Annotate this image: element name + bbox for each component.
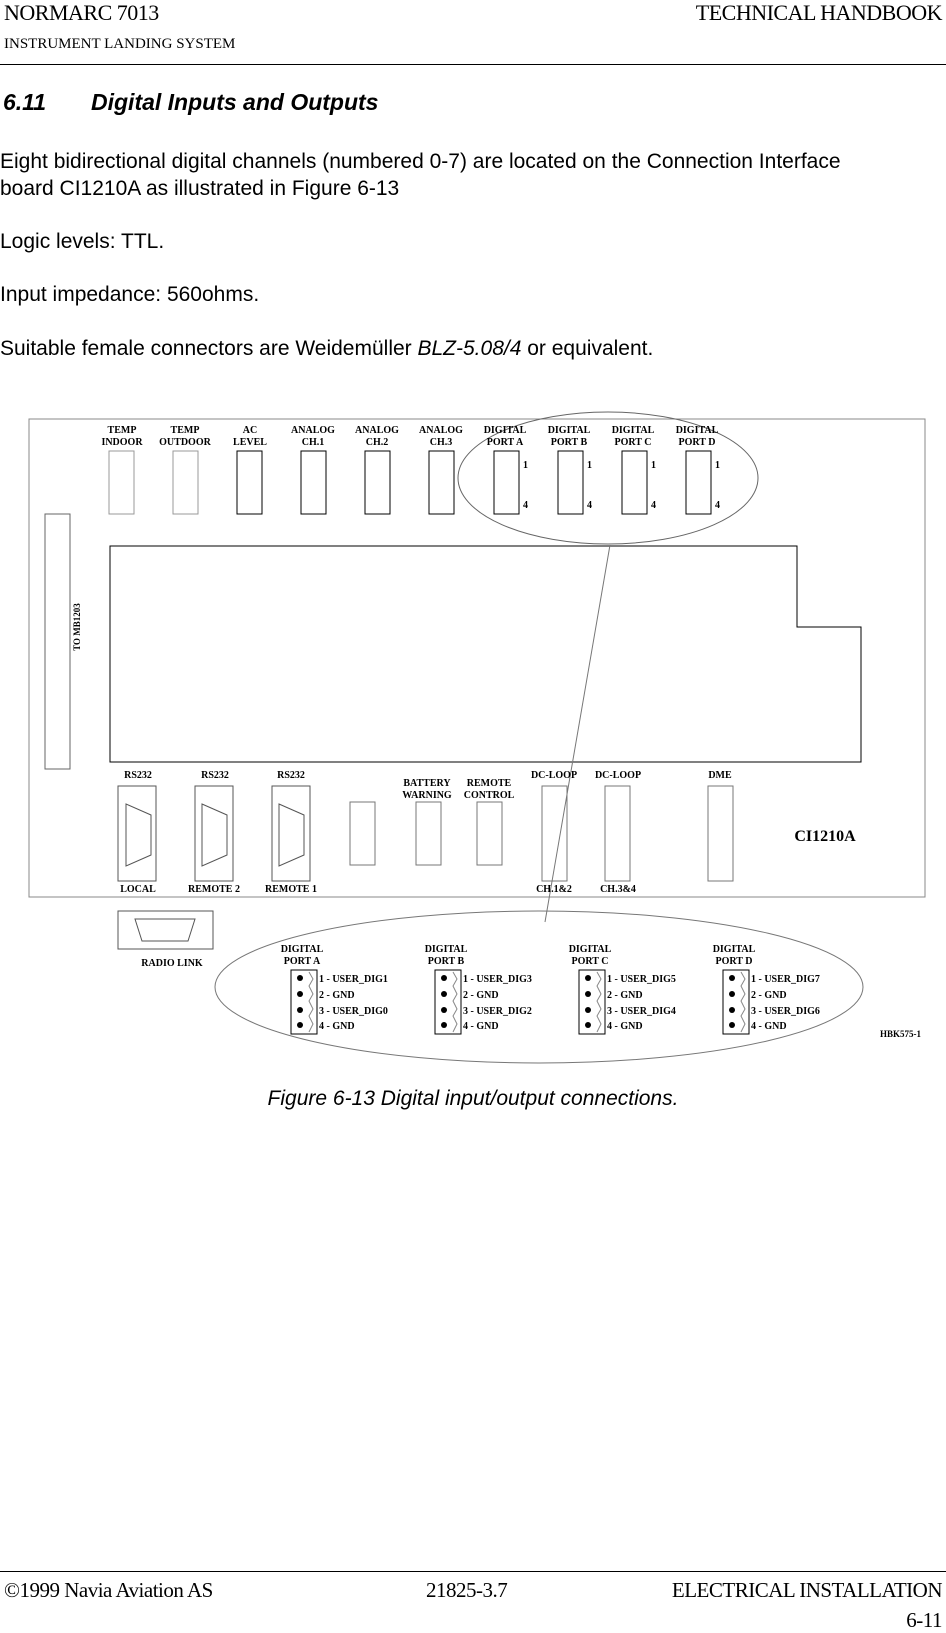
digital-port-b-connector (558, 451, 583, 514)
paragraph-impedance: Input impedance: 560ohms. (0, 283, 260, 306)
paragraph-connectors (0, 335, 940, 362)
section-title: Digital Inputs and Outputs (91, 89, 379, 115)
port-c-pin-4: 4 - GND (607, 1021, 643, 1032)
label-local: LOCAL (120, 884, 156, 895)
detail-port-c-connector (579, 970, 605, 1034)
port-d-pin-2: 2 - GND (751, 990, 787, 1001)
paragraph-logic-levels: Logic levels: TTL. (0, 230, 165, 253)
port-a-pin-first: 1 (523, 460, 528, 471)
digital-ports-detail-ellipse (215, 911, 863, 1063)
figure-caption: Figure 6-13 Digital input/output connections. (267, 1087, 679, 1110)
digital-port-c-connector (622, 451, 647, 514)
header-rule (0, 64, 946, 65)
port-b-pin-1: 1 - USER_DIG3 (463, 974, 532, 985)
port-c-pin-last: 4 (651, 500, 656, 511)
rs232-local-connector (118, 786, 156, 881)
rs232-remote1-connector (272, 786, 310, 881)
port-b-pin-2: 2 - GND (463, 990, 499, 1001)
label-dc-loop-a: DC-LOOP (530, 770, 578, 781)
detail-leader-line (545, 545, 610, 922)
label-analog-ch1-l1: ANALOG (291, 425, 335, 436)
detail-port-d-connector (723, 970, 749, 1034)
board-name-label: CI1210A (794, 828, 856, 845)
header-system: INSTRUMENT LANDING SYSTEM (4, 36, 236, 52)
detail-port-c-l2: PORT C (571, 956, 609, 967)
label-digital-port-b-l2: PORT B (550, 437, 588, 448)
digital-port-a-connector (494, 451, 519, 514)
label-to-mb1203: TO MB1203 (72, 603, 82, 651)
label-digital-port-b-l1: DIGITAL (547, 425, 591, 436)
port-b-pin-4: 4 - GND (463, 1021, 499, 1032)
analog-ch3-connector (429, 451, 454, 514)
port-c-pin-3: 3 - USER_DIG4 (607, 1006, 676, 1017)
label-digital-port-a-l2: PORT A (486, 437, 524, 448)
port-b-pin-last: 4 (587, 500, 592, 511)
digital-port-d-connector (686, 451, 711, 514)
port-a-pin-last: 4 (523, 500, 528, 511)
port-a-pin-3: 3 - USER_DIG0 (319, 1006, 388, 1017)
paragraph-intro (0, 148, 940, 202)
label-battery-l2: WARNING (402, 790, 452, 801)
label-analog-ch2-l2: CH.2 (365, 437, 389, 448)
radio-link-connector (118, 911, 213, 949)
footer-doc-number: 21825-3.7 (426, 1578, 508, 1602)
port-a-pin-4: 4 - GND (319, 1021, 355, 1032)
footer-page-number: 6-11 (906, 1608, 942, 1632)
detail-port-b-l2: PORT B (427, 956, 465, 967)
port-a-pin-2: 2 - GND (319, 990, 355, 1001)
label-ac-level-l1: AC (242, 425, 258, 436)
label-analog-ch3-l1: ANALOG (419, 425, 463, 436)
label-digital-port-c-l2: PORT C (614, 437, 652, 448)
label-temp-outdoor-l1: TEMP (170, 425, 200, 436)
analog-ch1-connector (301, 451, 326, 514)
connector-part-number: BLZ-5.08/4 (417, 337, 522, 360)
label-digital-port-d-l1: DIGITAL (675, 425, 719, 436)
label-analog-ch2-l1: ANALOG (355, 425, 399, 436)
label-temp-indoor-l1: TEMP (107, 425, 137, 436)
rs232-remote2-connector (195, 786, 233, 881)
port-d-pin-last: 4 (715, 500, 720, 511)
main-module-outline (110, 546, 861, 762)
port-d-pin-4: 4 - GND (751, 1021, 787, 1032)
port-c-pin-1: 1 - USER_DIG5 (607, 974, 676, 985)
drawing-id: HBK575-1 (879, 1029, 921, 1039)
label-ch34: CH.3&4 (600, 884, 636, 895)
detail-port-b-connector (435, 970, 461, 1034)
port-d-pin-3: 3 - USER_DIG6 (751, 1006, 820, 1017)
temp-indoor-connector (109, 451, 134, 514)
label-radio-link: RADIO LINK (141, 958, 203, 969)
detail-port-a-connector (291, 970, 317, 1034)
label-digital-port-c-l1: DIGITAL (611, 425, 655, 436)
label-dc-loop-b: DC-LOOP (594, 770, 642, 781)
dc-loop-ch34-connector (605, 786, 630, 881)
ci1210a-board-diagram (0, 400, 946, 1080)
battery-warning-connector (416, 802, 441, 865)
detail-port-b-l1: DIGITAL (424, 944, 468, 955)
connectors-text-before: Suitable female connectors are Weidemüller (0, 337, 418, 360)
section-number: 6.11 (3, 89, 47, 115)
label-analog-ch3-l2: CH.3 (429, 437, 453, 448)
label-ch12: CH.1&2 (536, 884, 572, 895)
header-handbook: TECHNICAL HANDBOOK (695, 0, 942, 25)
temp-outdoor-connector (173, 451, 198, 514)
port-a-pin-1: 1 - USER_DIG1 (319, 974, 388, 985)
port-b-pin-first: 1 (587, 460, 592, 471)
paragraph-intro-line1: Eight bidirectional digital channels (numbered 0-7) are located on the Connection Interface (0, 150, 841, 173)
label-remote-1: REMOTE 1 (265, 884, 317, 895)
detail-port-d-l1: DIGITAL (712, 944, 756, 955)
label-rs232-c: RS232 (277, 770, 305, 781)
ac-level-connector (237, 451, 262, 514)
footer-rule (0, 1571, 946, 1572)
detail-port-c-l1: DIGITAL (568, 944, 612, 955)
label-rs232-a: RS232 (124, 770, 152, 781)
port-d-pin-first: 1 (715, 460, 720, 471)
detail-port-d-l2: PORT D (715, 956, 753, 967)
label-ac-level-l2: LEVEL (233, 437, 267, 448)
dme-connector (708, 786, 733, 881)
label-battery-l1: BATTERY (403, 778, 451, 789)
header-product: NORMARC 7013 (4, 0, 159, 25)
analog-ch2-connector (365, 451, 390, 514)
port-c-pin-first: 1 (651, 460, 656, 471)
label-analog-ch1-l2: CH.1 (301, 437, 325, 448)
paragraph-intro-line2: board CI1210A as illustrated in Figure 6-13 (0, 177, 400, 200)
footer-chapter: ELECTRICAL INSTALLATION (671, 1578, 942, 1602)
label-digital-port-a-l1: DIGITAL (483, 425, 527, 436)
label-remote-l1: REMOTE (466, 778, 512, 789)
label-digital-port-d-l2: PORT D (678, 437, 716, 448)
detail-port-a-l1: DIGITAL (280, 944, 324, 955)
label-dme: DME (708, 770, 732, 781)
label-remote-2: REMOTE 2 (188, 884, 240, 895)
mb1203-edge-connector (45, 514, 70, 769)
unlabelled-connector (350, 802, 375, 865)
remote-control-connector (477, 802, 502, 865)
port-b-pin-3: 3 - USER_DIG2 (463, 1006, 532, 1017)
label-rs232-b: RS232 (201, 770, 229, 781)
connectors-text-after: or equivalent. (521, 337, 654, 360)
port-d-pin-1: 1 - USER_DIG7 (751, 974, 820, 985)
label-temp-indoor-l2: INDOOR (101, 437, 143, 448)
detail-port-a-l2: PORT A (283, 956, 321, 967)
label-temp-outdoor-l2: OUTDOOR (159, 437, 211, 448)
port-c-pin-2: 2 - GND (607, 990, 643, 1001)
label-remote-l2: CONTROL (463, 790, 515, 801)
footer-copyright: ©1999 Navia Aviation AS (4, 1578, 213, 1602)
